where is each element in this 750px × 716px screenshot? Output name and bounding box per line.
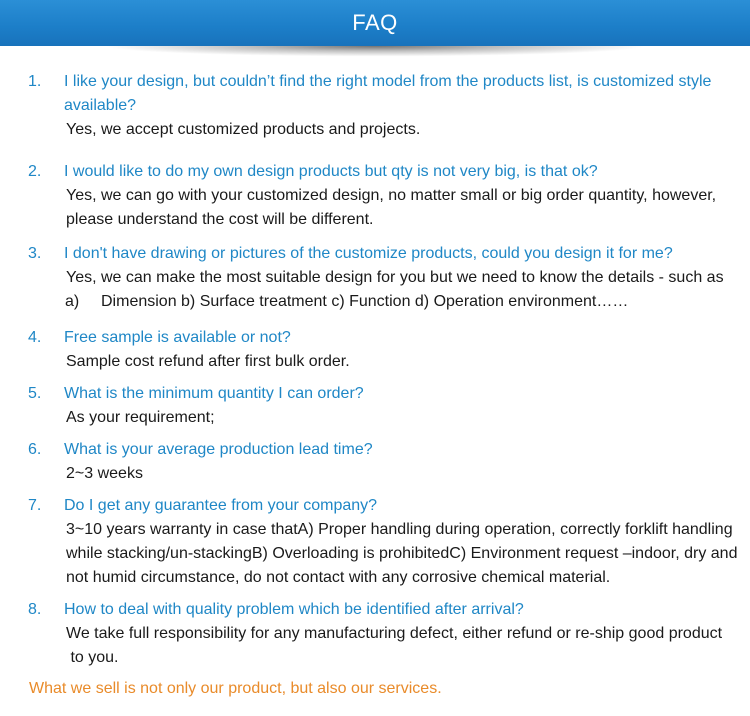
answer-line: please understand the cost will be different. [66,211,374,228]
answer-line: while stacking/un-stackingB) Overloading is prohibitedC) Environment request –indoor, dry and [66,545,738,562]
faq-number: 6. [28,441,42,458]
faq-item-2 [0,160,750,242]
faq-question: What is the minimum quantity I can order? [64,385,364,402]
faq-number: 3. [28,245,42,262]
faq-item-6 [0,438,750,494]
faq-question: How to deal with quality problem which be identified after arrival? [64,601,524,618]
answer-line: not humid circumstance, do not contact with any corrosive chemical material. [66,569,611,586]
faq-number: 1. [28,73,42,90]
faq-answer [66,350,728,374]
faq-number: 8. [28,601,42,618]
answer-line: Yes, we accept customized products and projects. [66,121,421,138]
faq-question: Do I get any guarantee from your company? [64,497,378,514]
footer-tagline: What we sell is not only our product, but also our services. [29,680,442,697]
page-title: FAQ [352,10,398,35]
faq-answer [66,266,728,314]
faq-item-8 [0,598,750,678]
faq-answer [66,518,738,590]
faq-question: What is your average production lead time? [64,441,373,458]
faq-number: 7. [28,497,42,514]
faq-number: 4. [28,329,42,346]
faq-list [0,70,750,678]
answer-sub-text: Dimension b) Surface treatment c) Function d) Operation environment…… [101,293,629,310]
answer-line: 2~3 weeks [66,465,143,482]
faq-answer [66,406,728,430]
faq-question: I don't have drawing or pictures of the customize products, could you design it for me? [64,245,673,262]
faq-item-1 [0,70,750,160]
faq-question: I like your design, but couldn’t find the right model from the products list, is customized style available? [64,73,712,114]
answer-line: Yes, we can go with your customized design, no matter small or big order quantity, however, [66,187,717,204]
answer-line: Yes, we can make the most suitable design for you but we need to know the details - such as [66,269,724,286]
answer-line: 3~10 years warranty in case thatA) Proper handling during operation, correctly forklift handling [66,521,733,538]
answer-line: to you. [66,649,119,666]
answer-sub-label: a) [65,293,80,310]
faq-question: Free sample is available or not? [64,329,291,346]
faq-item-7 [0,494,750,598]
faq-answer [66,184,728,232]
faq-item-4 [0,326,750,382]
faq-answer [66,622,728,670]
answer-line: As your requirement; [66,409,215,426]
faq-item-5 [0,382,750,438]
faq-item-3 [0,242,750,326]
answer-line: Sample cost refund after first bulk order. [66,353,350,370]
faq-number: 5. [28,385,42,402]
answer-line: We take full responsibility for any manufacturing defect, either refund or re-ship good product [66,625,723,642]
banner-shadow [0,46,750,60]
faq-answer [66,462,728,486]
answer-line [66,290,728,314]
faq-answer [66,118,728,142]
faq-banner [0,0,750,46]
faq-number: 2. [28,163,42,180]
faq-question: I would like to do my own design products but qty is not very big, is that ok? [64,163,598,180]
